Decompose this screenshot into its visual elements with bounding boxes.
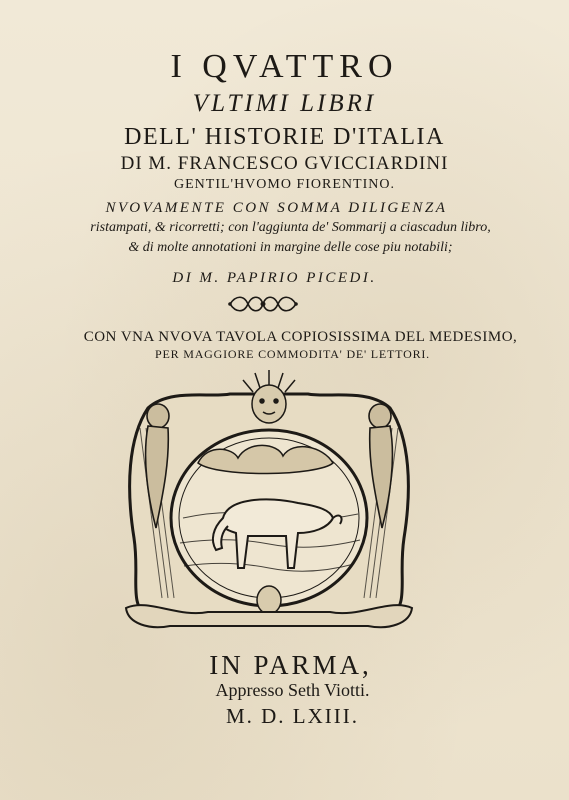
- table-line-1: CON VNA NVOVA TAVOLA COPIOSISSIMA DEL MEDESIMO,: [83, 329, 518, 345]
- editor-line: DI M. PAPIRIO PICEDI.: [172, 270, 377, 286]
- table-line-2: PER MAGGIORE COMMODITA' DE' LETTORI.: [155, 347, 430, 361]
- author-origin-line: GENTIL'HVOMO FIORENTINO.: [174, 177, 395, 192]
- edition-line-3: & di molte annotationi in margine delle cose piu notabili;: [128, 240, 453, 255]
- printers-device-woodcut: [118, 368, 420, 636]
- imprint-place: IN PARMA,: [209, 650, 372, 680]
- fleuron-ornament-icon: [226, 293, 300, 315]
- edition-line-2: ristampati, & ricorretti; con l'aggiunta de' Sommarij a ciascadun libro,: [90, 220, 491, 235]
- edition-line-1: NVOVAMENTE CON SOMMA DILIGENZA: [105, 200, 448, 216]
- title-line-3: DELL' HISTORIE D'ITALIA: [124, 124, 445, 150]
- imprint-date: M. D. LXIII.: [225, 704, 360, 728]
- imprint-printer: Appresso Seth Viotti.: [215, 680, 370, 700]
- author-line: DI M. FRANCESCO GVICCIARDINI: [120, 153, 449, 174]
- title-line-1: I QVATTRO: [170, 48, 399, 85]
- title-line-2: VLTIMI LIBRI: [192, 90, 377, 117]
